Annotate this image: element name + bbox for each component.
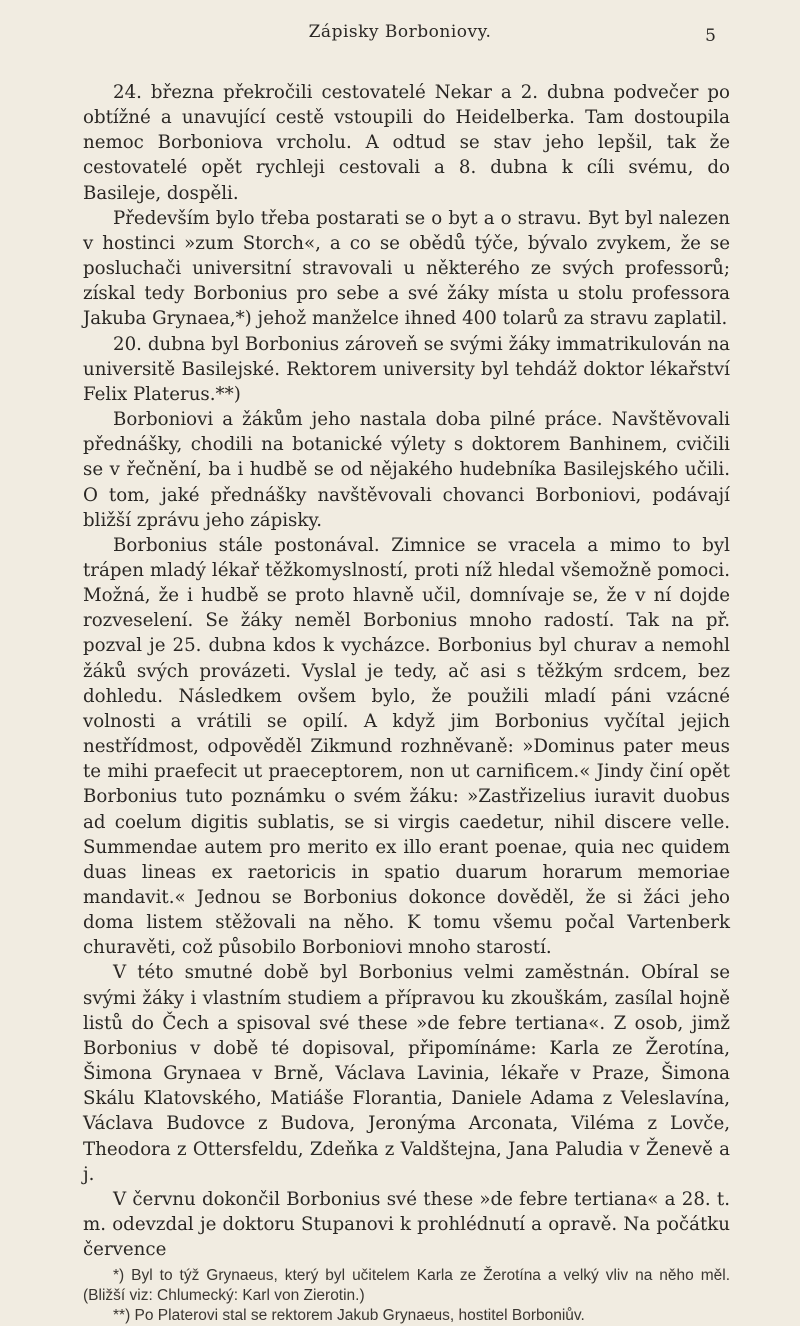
paragraph: V červnu dokončil Borbonius své these »de febre tertiana« a 28. t. m. odevzdal je doktoru Stupanovi k prohlédnutí a opravě. Na počátku července [83, 1188, 730, 1261]
footnote: *) Byl to týž Grynaeus, který byl učitelem Karla ze Žerotína a velký vliv na něho měl. (Bližší viz: Chlumecký: Karl von Zierotin.) [83, 1267, 730, 1305]
paragraph: 24. března překročili cestovatelé Nekar a 2. dubna podvečer po obtížné a unavující cestě vstoupili do Heidelberka. Tam dostoupila nemoc Borboniova vrcholu. A odtud se stav jeho lepšil, tak že cestovatelé opět rychleji cestovali a 8. dubna k cíli svému, do Basileje, dospěli. [83, 82, 730, 204]
paragraph: Borbonius stále postonával. Zimnice se vracela a mimo to byl trápen mladý lékař těžkomyslností, proti níž hledal všemožně pomoci. Možná, že i hudbě se proto hlavně učil, domnívaje se, že v ní dojde rozveselení. Se žáky neměl Borbonius mnoho radostí. Tak na př. pozval je 25. dubna kdos k vycházce. Borbonius byl churav a nemohl žáků svých provázeti. Vyslal je tedy, ač asi s těžkým srdcem, bez dohledu. Následkem ovšem bylo, že použili mladí páni vzácné volnosti a vrátili se opilí. A když jim Borbonius vyčítal jejich nestřídmost, odpověděl Zikmund rozhněvaně: »Dominus pater meus te mihi praefecit ut praeceptorem, non ut carnificem.« Jindy činí opět Borbonius tuto poznámku o svém žáku: »Zastřizelius iuravit duobus ad coelum digitis sublatis, se si virgis caedetur, nihil discere velle. Summendae autem pro merito ex illo erant poenae, quia nec quidem duas lineas ex raetoricis in spatio duarum horarum memoriae mandavit.« Jednou se Borbonius dokonce dověděl, že si žáci jeho doma listem stěžovali na něho. K tomu všemu počal Vartenberk churavěti, což působilo Borboniovi mnoho starostí. [83, 534, 730, 959]
page-header [0, 22, 800, 52]
page-number: 5 [705, 26, 716, 46]
footnote: **) Po Platerovi stal se rektorem Jakub Grynaeus, hostitel Borboniův. [113, 1307, 585, 1325]
paragraph: V této smutné době byl Borbonius velmi zaměstnán. Obíral se svými žáky i vlastním studiem a přípravou ku zkouškám, zasílal hojně listů do Čech a spisoval své these »de febre tertiana«. Z osob, jimž Borbonius v době té dopisoval, připomínáme: Karla ze Žerotína, Šimona Grynaea v Brně, Václava Lavinia, lékaře v Praze, Šimona Skálu Klatovského, Matiáše Florantia, Daniele Adama z Veleslavína, Václava Budovce z Budova, Jeronýma Arconata, Viléma z Lovče, Theodora z Ottersfeldu, Zdeňka z Valdštejna, Jana Paludia v Ženevě a j. [83, 962, 730, 1185]
paragraph: Borboniovi a žákům jeho nastala doba pilné práce. Navštěvovali přednášky, chodili na botanické výlety s doktorem Banhinem, cvičili se v řečnění, ba i hudbě se od nějakého hudebníka Basilejského učili. O tom, jaké přednášky navštěvovali chovanci Borboniovi, podávají bližší zprávu jeho zápisky. [83, 409, 730, 531]
running-head: Zápisky Borboniovy. [308, 22, 492, 42]
paragraph: Především bylo třeba postarati se o byt a o stravu. Byt byl nalezen v hostinci »zum Storch«, a co se obědů týče, bývalo zvykem, že se posluchači universitní stravovali u některého ze svých professorů; získal tedy Borbonius pro sebe a své žáky místa u stolu professora Jakuba Grynaea,*) jehož manželce ihned 400 tolarů za stravu zaplatil. [83, 207, 730, 330]
body-text [83, 80, 730, 1262]
paragraph: 20. dubna byl Borbonius zároveň se svými žáky immatrikulován na universitě Basilejské. Rektorem university byl tehdáž doktor lékařství Felix Platerus.**) [83, 333, 730, 405]
footnotes [83, 1266, 730, 1326]
